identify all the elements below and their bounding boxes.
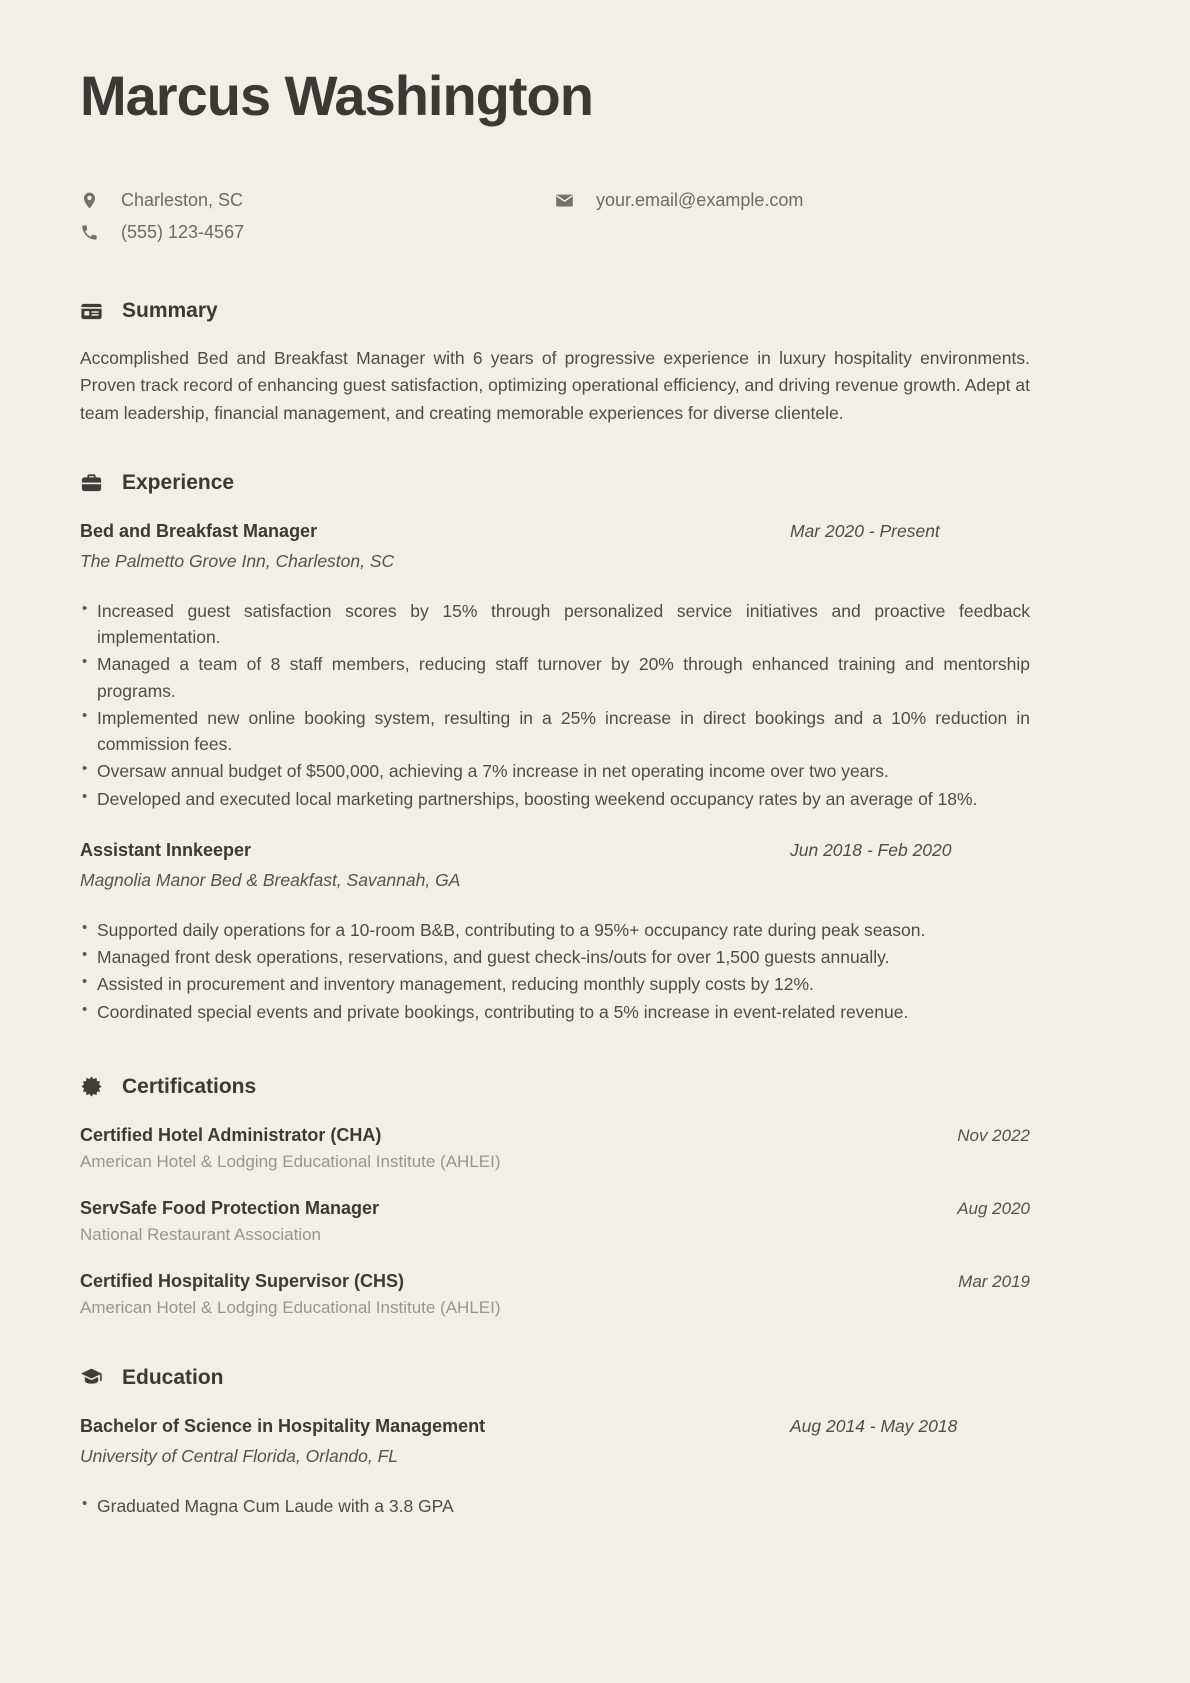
certifications-heading [80, 1075, 1030, 1099]
briefcase-icon [80, 471, 103, 494]
education-entry-header [80, 1416, 1030, 1437]
summary-heading [80, 299, 1030, 323]
id-card-icon [80, 300, 103, 323]
graduation-cap-icon [80, 1366, 103, 1389]
job-title: Assistant Innkeeper [80, 839, 252, 860]
job-company: The Palmetto Grove Inn, Charleston, SC [80, 550, 395, 571]
experience-heading [80, 471, 1030, 495]
certification-issuer: National Restaurant Association [80, 1224, 321, 1244]
certification-entry [80, 1198, 1030, 1245]
degree-title: Bachelor of Science in Hospitality Management [80, 1415, 486, 1436]
job-bullet: • Managed a team of 8 staff members, reducing staff turnover by 20% through enhanced training and mentorship programs. [80, 651, 1030, 704]
contact-email-text: your.email@example.com [596, 190, 804, 210]
resume-name: Marcus Washington [80, 64, 593, 127]
contact-email [555, 190, 1030, 211]
certification-date: Mar 2019 [958, 1271, 1030, 1291]
certifications-heading-label: Certifications [122, 1074, 257, 1098]
education-heading-label: Education [122, 1365, 224, 1389]
job-bullet: • Managed front desk operations, reservations, and guest check-ins/outs for over 1,500 guests annually. [80, 944, 1030, 970]
summary-text: Accomplished Bed and Breakfast Manager with 6 years of progressive experience in luxury hospitality environments. Proven track record of enhancing guest satisfaction, optimizing operational efficiency, and driving revenue growth. Adept at team leadership, financial management, and creating memorable experiences for diverse clientele. [80, 348, 1030, 423]
contact-phone [80, 222, 555, 243]
job-bullet: • Supported daily operations for a 10-room B&B, contributing to a 95%+ occupancy rate during peak season. [80, 917, 1030, 943]
certification-issuer: American Hotel & Lodging Educational Institute (AHLEI) [80, 1151, 501, 1171]
job-dates: Mar 2020 - Present [790, 520, 940, 541]
education-heading [80, 1366, 1030, 1390]
education-section [80, 1366, 1030, 1519]
experience-section [80, 471, 1030, 1025]
certification-title: Certified Hotel Administrator (CHA) [80, 1124, 382, 1145]
job-title: Bed and Breakfast Manager [80, 520, 318, 541]
education-dates: Aug 2014 - May 2018 [790, 1415, 958, 1436]
experience-entry [80, 521, 1030, 812]
job-dates: Jun 2018 - Feb 2020 [790, 839, 952, 860]
education-bullet: • Graduated Magna Cum Laude with a 3.8 GPA [80, 1493, 1030, 1519]
certification-header [80, 1271, 1030, 1292]
certificate-seal-icon [80, 1075, 103, 1098]
education-entry [80, 1416, 1030, 1519]
certification-title: ServSafe Food Protection Manager [80, 1197, 380, 1218]
certification-entry [80, 1271, 1030, 1318]
envelope-icon [555, 191, 574, 210]
certification-entry [80, 1125, 1030, 1172]
education-bullet-list [80, 1493, 1030, 1519]
job-bullet: • Developed and executed local marketing partnerships, boosting weekend occupancy rates by an average of 18%. [80, 786, 1030, 812]
job-company: Magnolia Manor Bed & Breakfast, Savannah, GA [80, 869, 461, 890]
job-bullet-list [80, 917, 1030, 1025]
experience-heading-label: Experience [122, 470, 235, 494]
certification-header [80, 1198, 1030, 1219]
job-bullet: • Assisted in procurement and inventory management, reducing monthly supply costs by 12%. [80, 971, 1030, 997]
contact-block [80, 190, 1030, 243]
experience-entry-header [80, 840, 1030, 861]
job-bullet: • Coordinated special events and private bookings, contributing to a 5% increase in event-related revenue. [80, 999, 1030, 1025]
contact-phone-text: (555) 123-4567 [121, 222, 245, 242]
contact-location [80, 190, 555, 211]
job-bullet: • Oversaw annual budget of $500,000, achieving a 7% increase in net operating income over two years. [80, 758, 1030, 784]
certification-issuer: American Hotel & Lodging Educational Institute (AHLEI) [80, 1297, 501, 1317]
certifications-section [80, 1075, 1030, 1318]
job-bullet: • Increased guest satisfaction scores by 15% through personalized service initiatives and proactive feedback implementation. [80, 598, 1030, 651]
location-pin-icon [80, 191, 99, 210]
experience-entry [80, 840, 1030, 1025]
certification-date: Nov 2022 [957, 1125, 1030, 1145]
experience-entry-header [80, 521, 1030, 542]
contact-right-column [555, 190, 1030, 243]
certification-date: Aug 2020 [957, 1198, 1030, 1218]
certification-title: Certified Hospitality Supervisor (CHS) [80, 1270, 405, 1291]
phone-icon [80, 223, 99, 242]
job-bullet: • Implemented new online booking system, resulting in a 25% increase in direct bookings and a 10% reduction in commission fees. [80, 705, 1030, 758]
job-bullet-list [80, 598, 1030, 812]
summary-section [80, 299, 1030, 427]
education-school: University of Central Florida, Orlando, FL [80, 1445, 399, 1466]
certification-header [80, 1125, 1030, 1146]
summary-heading-label: Summary [122, 299, 218, 322]
contact-location-text: Charleston, SC [121, 190, 244, 210]
contact-left-column [80, 190, 555, 243]
